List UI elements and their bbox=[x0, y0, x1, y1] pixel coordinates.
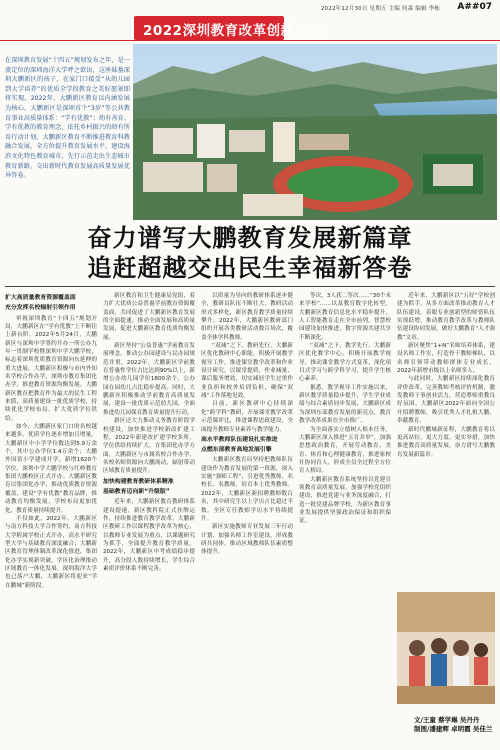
section-subhead: 加快构建教育教研体系精准 bbox=[103, 478, 174, 485]
credits-authors: 文/王童 蔡学琳 吴丹丹 bbox=[414, 716, 480, 724]
article-paragraph: 新时代鹏城新征程，大鹏教育将以更高站位、更大力度、更实举措，加快推进教育高质量发展，奋力谱写大鹏教育发展新篇章。 bbox=[397, 426, 495, 458]
article-paragraph: “双减”之下，教学先行。大鹏新区优化教学中心，积极开展教学视导，推动课堂教学方式变革，深化项目式学习与跨学科学习，提升学生核心素养。 bbox=[299, 343, 391, 383]
article-column-1 bbox=[5, 292, 97, 742]
banner-title bbox=[143, 19, 324, 39]
article-column-2 bbox=[103, 292, 195, 742]
article-paragraph: 新区实施教师专业发展三年行动计划，加强名师工作室建设，形成教研共同体，推动区域教师队伍素质整体提升。 bbox=[201, 524, 293, 556]
article-paragraph: 以质量为导向的教研体系逐步健全，教研员队伍不断壮大，教研活动形式多样化，新区教育教学质量持续攀升。2022年，大鹏新区教研部门组织开展各类教研活动数百场次，覆盖全体学科教师。 bbox=[201, 293, 293, 341]
article-paragraph: 近年来，大鹏新区教育教研体系建设提速，新区教科院正式挂牌运作，持续推进教育教学改革。大鹏新区教研工作以课程教学改革为核心，以教师专业发展为重点，以课题研究为抓手，全面提升教育教学质量。2022年，大鹏新区中考成绩稳步提升，高分段人数持续增长，学生综合素质评价体系不断完善。 bbox=[103, 499, 195, 572]
article-paragraph: 新区教育和卫生健康局党组，着力扩大优质公益普惠学前教育资源覆盖面，共同促进了大鹏新区教育发展的全面提速，推动全面发展和高质量发展，促进大鹏新区教育优质均衡发展。 bbox=[103, 293, 195, 341]
article-paragraph: “双减”之下，教研先行。大鹏新区优化教研中心职能，积极开展教学视导工作，推进课堂教学改革和作业设计研究，以课堂提质、作业减量、课后服务增效，切实减轻学生过重作业负担和校外培训负担，确保“双减”工作落地见效。 bbox=[201, 343, 293, 400]
section-subhead: 高水平教师队伍建设扎实推进 bbox=[201, 436, 278, 443]
article-paragraph: 新区坚持“公益普惠”学前教育发展理念，推动公办园建设与民办园规范并重。2022年，大鹏新区学前教育普惠性学位占比达到90%以上，新增公办幼儿园学位1800余个，公办园在园幼儿占比稳步提高。同时，大鹏新区积极推动学前教育高质量发展，建设一批优质示范幼儿园，全面推进幼儿园保育教育质量提升行动。 bbox=[103, 343, 195, 416]
credits-design: 制图/潘建辉 卓明霞 吴佳兰 bbox=[414, 725, 493, 733]
article-paragraph: 新区聚焦“1+N”名师培养体系，建设名师工作室，打造骨干教师梯队，以名师引领带动教师群体专业成长，2022年新增市级以上名师多人。 bbox=[397, 343, 495, 375]
intro-paragraph: 在深圳教育发展“十四五”规划发布之年，是一流定位的深圳海洋大学呼之欲出，这座妹墓深圳大鹏新区的孩子，在家门口接受“从幼儿园到大学培养”的优质全学段教育之美好愿景即将实现。2022年，大鹏新区教育以内涵发展为核心，大鹏新区是深圳首个“3岁”等公共教育事业高质量体系：“学有优教”；幼有善育、学有优教的教育理念，依托乡村振兴的幼有所育行动计划，大鹏新区教育不断推进教育科教融合发展，全方位提升教育发展水平，建设海滨文化特色教育城市，先行示范走出生态城市教育新路，交出新时代教育发展高质量发展优异答卷。 bbox=[5, 57, 130, 180]
article-paragraph: 为全面落实立德树人根本任务，大鹏新区深入推进“五育并举”，加强思想政治教育，开展劳动教育、美育、体育和心理健康教育，推进家校社协同育人，形成全员全过程全方位育人格局。 bbox=[299, 426, 391, 475]
section-subhead: 点燃东部教育高地发展引擎 bbox=[201, 447, 272, 454]
campus-aerial-photo bbox=[133, 44, 497, 220]
article-paragraph: 大鹏新区教育局坚持把教师队伍建设作为教育发展的第一资源，深入实施“强师工程”，引进优秀教师、名校长、名教师，培育本土优秀教师。2022年，大鹏新区新招聘教师数百名，其中研究生以上学历占比超过半数，全区专任教师学历水平持续提升。 bbox=[201, 457, 293, 522]
section-subhead: 充分发挥名校辐射引领作用 bbox=[5, 305, 76, 312]
headline-line-1: 奋力谱写大鹏教育发展新篇章 bbox=[87, 223, 413, 252]
main-headline bbox=[0, 223, 500, 283]
headline-divider bbox=[5, 286, 495, 287]
students-group-photo bbox=[397, 592, 495, 704]
banner-divider bbox=[0, 40, 500, 41]
article-column-5 bbox=[397, 292, 495, 588]
article-paragraph: 与此同时，大鹏新区持续深化教育评价改革，完善教师考核评价机制，激发教师干事创业活力，营造尊师重教良好氛围。大鹏新区2022年面向全国公开招聘教师，吸引优秀人才扎根大鹏、奉献教育。 bbox=[397, 376, 495, 425]
issue-date: 2022年12月30日 星期五 主编 何森 编辑 李栋 bbox=[320, 6, 440, 12]
article-column-3 bbox=[201, 292, 293, 742]
article-paragraph: 审视深圳教育“十四五”规划开局，大鹏新区在“学有优教”上不断往上新台阶。2022年5月24日，大鹏新区与深圳中学签约开办一所公办九年一贯制学校暨深圳中学大鹏学校，标志着深圳优质教育资源向东延伸的重大进展。大鹏新区积极与市内外知名学校合作办学，深圳市教育集团化办学，推进教育资源均衡发展。大鹏新区教育把教育作为最大的民生工程来抓，高质量建设一批优质学校，持续优化学校布局，扩大优质学位供给。 bbox=[5, 315, 97, 422]
banner-subtitle: 白皮书 bbox=[298, 28, 325, 37]
article-paragraph: 新区还大力推动义务教育阶段学校建设，加快推进学校新改扩建工程，2022年新建改扩建学校多所，学位供给持续扩大。在集团化办学方面，大鹏新区与市属名校合作办学，名校名师资源向大鹏流动，辐射带动区域教育质量提升。 bbox=[103, 418, 195, 475]
article-paragraph: 据悉，教学视导工作实施以来，新区教学质量稳步提升，学生学业成绩与综合素质同步发展，大鹏新区成为深圳东部教育发展的新亮点，教育教学改革成果在全市推广。 bbox=[299, 384, 391, 425]
article-credits bbox=[414, 716, 498, 734]
page-number: A##07 bbox=[457, 2, 492, 12]
banner-title-text: 2022深圳教育改革创新 bbox=[143, 23, 295, 39]
article-paragraph: 如今，大鹏新区家门口的名校越来越多，优质学位逐步增加且增量。大鹏新区中小学学位数达到5.9万余个，其中公办学位1.4万余个；大鹏外国语小学建成开学，新增1620个学位，深圳中学大鹏学校与红岭教育集团大鹏校区正式开办。大鹏新区教育以集团化办学，推动优质教育资源覆盖，建设“学有优教”教育品牌，推动教育均衡发展，学校布局更加优化，教育质量持续提升。 bbox=[5, 424, 97, 514]
header-meta bbox=[0, 3, 500, 13]
article-paragraph: 目前，新区教研中心持续深化“跨学科”教研，开展课堂教学改革示范课评比，推进课程思政建设，全面提升教师专业素养与教学能力。 bbox=[201, 401, 293, 433]
section-subhead: 基础教育迈向新“升级版” bbox=[103, 488, 170, 495]
article-paragraph: 近年来，大鹏新区以“五好”学校创建为抓手，从多方面改革推动教育人才队伍建设，着眼专业创新型的师资队伍实现跃增，推动教育教学改革与教师队伍建设协同发展，做好大鹏教育“人才强教”文章。 bbox=[397, 293, 495, 341]
article-paragraph: 不仅如此，2022年，大鹏新区与南方科技大学合作签约，南方科技大学附属学校正式开办，高水平研究型大学与基础教育深度融合；大鹏新区教育管理体制改革深化推进，集团化办学实现新突破，学区化治理推动区域教育一体化发展。深圳海洋大学也已落户大鹏，大鹏新区将迎来“学在鹏城”新阶段。 bbox=[5, 515, 97, 589]
section-subhead: 扩大高质量教育资源覆盖面 bbox=[5, 295, 76, 301]
headline-line-2: 追赶超越交出民生幸福新答卷 bbox=[87, 253, 413, 282]
article-paragraph: 大鹏新区教育系统坚持以党建引领教育高质量发展，加强学校党组织建设，推进党建与业务深度融合，打造一批党建品牌学校，为新区教育事业发展提供坚强政治保证和组织保证。 bbox=[299, 476, 391, 525]
article-column-4 bbox=[299, 292, 391, 742]
article-paragraph: 等次，3人获二等次……“30个未来学校”……以及教育数字化转型，大鹏新区教育信息化水平稳步提升，人工智能教育走在全市前列，智慧校园建设加快推进，数字资源共建共享不断深化。 bbox=[299, 293, 391, 341]
